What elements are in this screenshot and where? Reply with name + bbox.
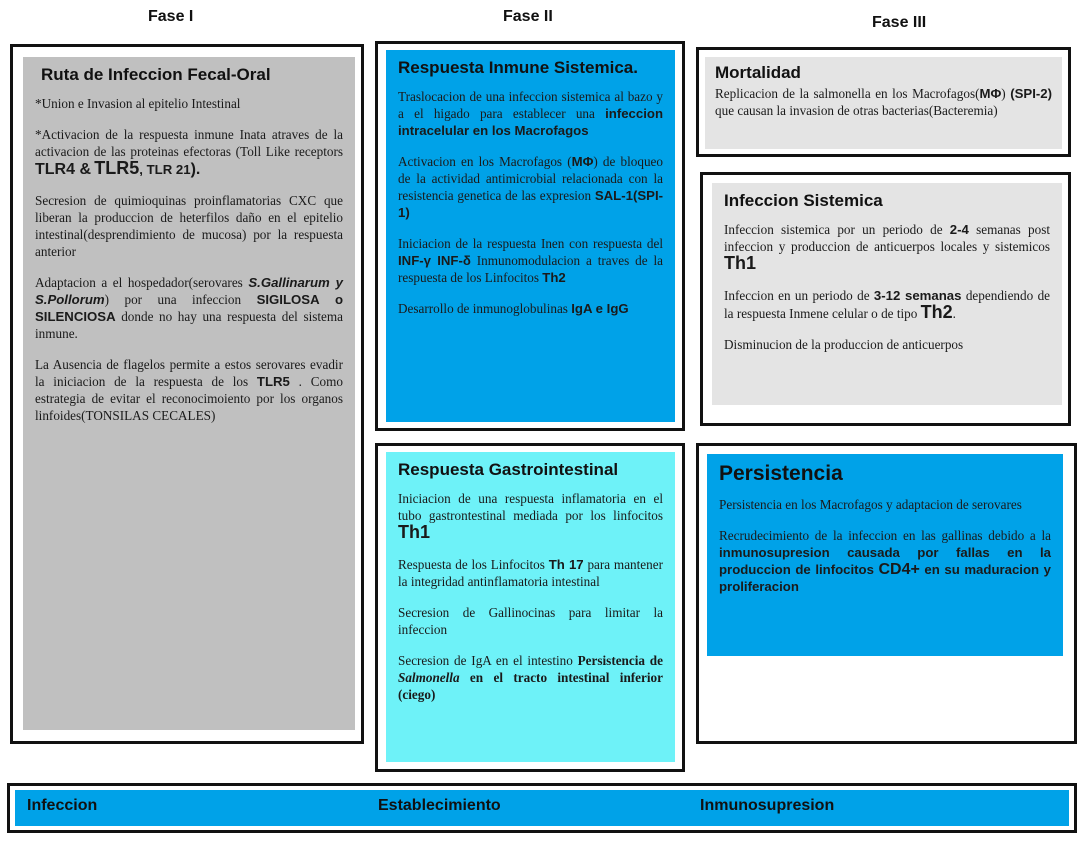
sistemica-title: Respuesta Inmune Sistemica.	[398, 58, 638, 77]
sistemica-p1: Traslocacion de una infeccion sistemica al bazo y a el higado para establecer una infeccion intracelular en los Macrofagos	[398, 89, 663, 138]
phase-title-1: Fase I	[148, 8, 194, 25]
sistemica-p4: Desarrollo de inmunoglobulinas IgA e IgG	[398, 301, 629, 316]
infeccion-sistemica-panel	[712, 183, 1062, 405]
infeccion-sistemica-p1: Infeccion sistemica por un periodo de 2-4 semanas post infeccion y produccion de anticuerpos locales y sistemicos Th1	[724, 222, 1050, 273]
phase-title-3: Fase III	[872, 14, 927, 31]
gastro-title: Respuesta Gastrointestinal	[398, 460, 619, 479]
infeccion-sistemica-title: Infeccion Sistemica	[724, 191, 883, 210]
ruta-title: Ruta de Infeccion Fecal-Oral	[41, 65, 271, 84]
bottom-bar	[15, 790, 1069, 826]
gastro-p4: Secresion de IgA en el intestino Persistencia de Salmonella en el tracto intestinal inferior (ciego)	[398, 653, 663, 702]
gastro-panel	[386, 452, 675, 762]
infeccion-sistemica-p3: Disminucion de la produccion de anticuerpos	[724, 337, 964, 352]
persistencia-p1: Persistencia en los Macrofagos y adaptacion de serovares	[719, 497, 1022, 512]
ruta-p1: *Union e Invasion al epitelio Intestinal	[35, 96, 241, 111]
infeccion-sistemica-p2: Infeccion en un periodo de 3-12 semanas dependiendo de la respuesta Inmene celular o de tipo Th2.	[724, 288, 1051, 322]
mortalidad-p1: Replicacion de la salmonella en los Macrofagos(MΦ) (SPI-2) que causan la invasion de otras bacterias(Bacteremia)	[715, 86, 1052, 118]
ruta-p5: La Ausencia de flagelos permite a estos serovares evadir la iniciacion de la respuesta de los TLR5 . Como estrategia de evitar el reconocimoiento por los organos linfoides(TONSILAS CECALES)	[35, 357, 343, 423]
persistencia-title: Persistencia	[719, 462, 843, 485]
sistemica-p2: Activacion en los Macrofagos (MΦ) de bloqueo de la actividad antimicrobial relacionada con la resistencia genetica de las expresion SAL-1(SPI-1)	[398, 154, 663, 220]
sistemica-panel	[386, 50, 675, 422]
ruta-p3: Secresion de quimioquinas proinflamatorias CXC que liberan la produccion de heterfilos daño en el epitelio intestinal(desprendimiento de mucosa) por la respuesta anterior	[35, 193, 343, 259]
ruta-panel	[23, 57, 355, 730]
mortalidad-title: Mortalidad	[715, 63, 801, 82]
phase-title-2: Fase II	[503, 8, 553, 25]
bottom-label-inmunosupresion: Inmunosupresion	[700, 797, 835, 814]
persistencia-panel	[707, 454, 1063, 656]
bottom-label-infeccion: Infeccion	[27, 797, 98, 814]
persistencia-p2: Recrudecimiento de la infeccion en las gallinas debido a la inmunosupresion causada por fallas en la produccion de linfocitos CD4+ en su maduracion y proliferacion	[719, 528, 1051, 594]
ruta-p4: Adaptacion a el hospedador(serovares S.Gallinarum y S.Pollorum) por una infeccion SIGILOSA o SILENCIOSA donde no hay una respuesta del sistema inmune.	[35, 275, 343, 341]
bottom-label-establecimiento: Establecimiento	[378, 797, 501, 814]
gastro-p2: Respuesta de los Linfocitos Th 17 para mantener la integridad antinflamatoria intestinal	[398, 557, 663, 589]
gastro-p1: Iniciacion de una respuesta inflamatoria en el tubo gastrontestinal mediada por los linfocitos Th1	[398, 491, 663, 542]
mortalidad-panel	[705, 57, 1062, 149]
sistemica-p3: Iniciacion de la respuesta Inen con respuesta del INF-γ INF-δ Inmunomodulacion a traves de la respuesta de los Linfocitos Th2	[398, 236, 663, 285]
ruta-p2: *Activacion de la respuesta inmune Inata atraves de la activacion de las proteinas efectoras (Toll Like receptors TLR4 & TLR5, TLR 21).	[35, 127, 343, 178]
gastro-p3: Secresion de Gallinocinas para limitar la infeccion	[398, 605, 663, 637]
